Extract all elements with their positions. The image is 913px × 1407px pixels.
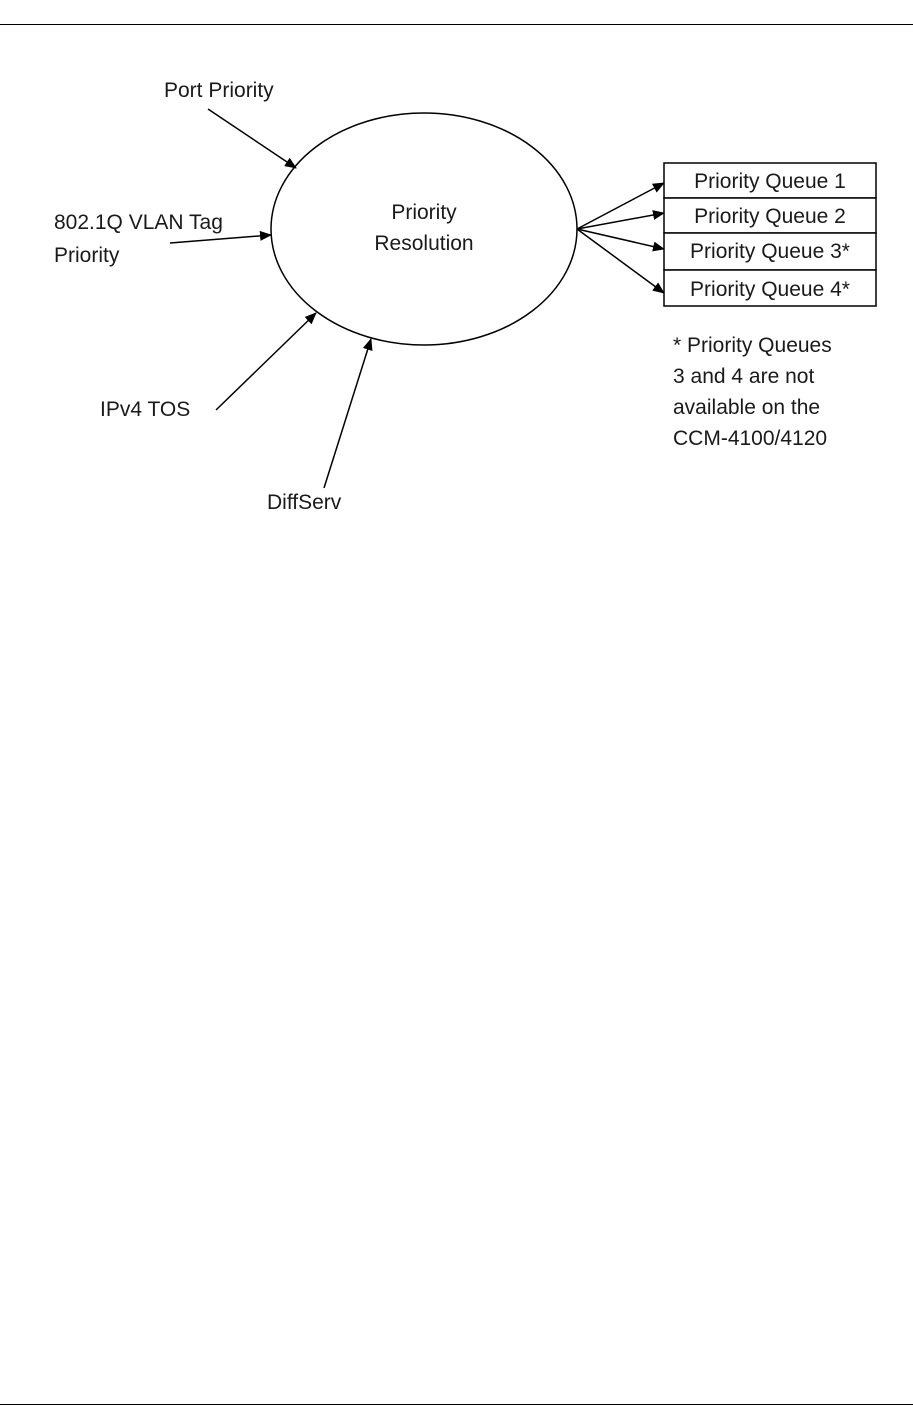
- footnote-line4: CCM-4100/4120: [673, 427, 828, 450]
- port-priority-arrow: [208, 109, 296, 168]
- vlan-tag-arrow: [170, 235, 271, 243]
- center-node-label-line2: Resolution: [374, 232, 474, 255]
- queue-footnote: [673, 334, 832, 450]
- diffserv-arrow: [324, 339, 371, 488]
- priority-queue-2-label: Priority Queue 2: [694, 205, 846, 228]
- queue-1-arrow: [577, 183, 664, 229]
- priority-queue-3: [664, 233, 876, 270]
- vlan-tag-label-line1: 802.1Q VLAN Tag: [54, 211, 223, 234]
- footnote-line2: 3 and 4 are not: [673, 365, 815, 388]
- priority-queue-1: [664, 163, 876, 198]
- footnote-line1: * Priority Queues: [673, 334, 832, 357]
- vlan-tag-label-line2: Priority: [54, 244, 120, 267]
- priority-queue-3-label: Priority Queue 3*: [690, 240, 850, 263]
- priority-queue-4: [664, 270, 876, 306]
- queue-2-arrow: [577, 213, 664, 229]
- priority-queue-4-label: Priority Queue 4*: [690, 278, 850, 301]
- priority-queue-2: [664, 198, 876, 233]
- page-footer-rule: [0, 1404, 913, 1405]
- center-node-label-line1: Priority: [391, 201, 457, 224]
- ipv4-tos-label: IPv4 TOS: [100, 398, 191, 421]
- ipv4-tos-arrow: [216, 313, 316, 410]
- diffserv-label: DiffServ: [267, 491, 342, 514]
- priority-queue-1-label: Priority Queue 1: [694, 170, 846, 193]
- priority-resolution-node: [271, 113, 577, 345]
- footnote-line3: available on the: [673, 396, 821, 419]
- port-priority-label: Port Priority: [164, 79, 274, 102]
